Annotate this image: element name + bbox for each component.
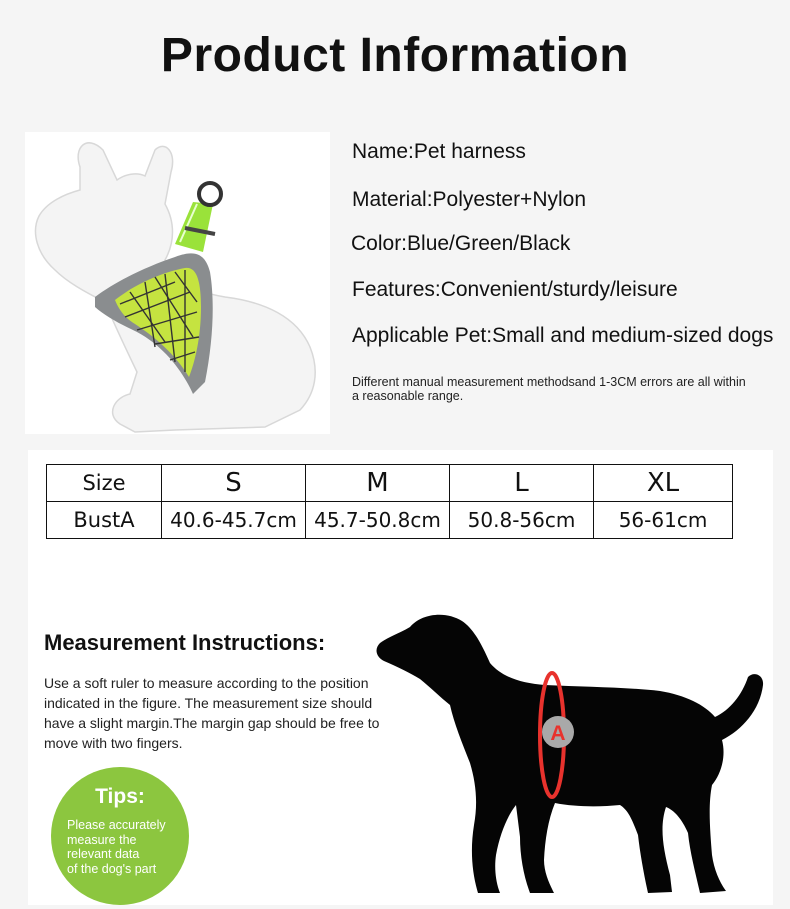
size-header-xl: XL	[594, 465, 733, 502]
info-color: Color:Blue/Green/Black	[351, 232, 571, 255]
dog-silhouette	[377, 615, 764, 893]
tips-line: of the dog's part	[67, 861, 157, 876]
tips-text	[67, 818, 187, 876]
tips-badge	[51, 767, 189, 905]
size-header-label: Size	[47, 465, 162, 502]
bust-xl-value: 56-61cm	[594, 502, 733, 539]
tips-title: Tips:	[95, 785, 145, 808]
info-features: Features:Convenient/sturdy/leisure	[352, 278, 678, 301]
dog-silhouette-figure	[370, 605, 775, 900]
size-header-l: L	[450, 465, 594, 502]
measurement-instructions: Use a soft ruler to measure according to the position indicated in the figure. The measurement size should have a slight margin.The margin gap should be free to move with two fingers.	[44, 675, 380, 751]
page-title: Product Information	[160, 29, 630, 82]
size-table	[46, 464, 733, 539]
measurement-heading: Measurement Instructions:	[44, 630, 326, 655]
info-applicable-pet: Applicable Pet:Small and medium-sized dogs	[352, 324, 774, 347]
tips-line: measure the	[67, 832, 137, 847]
bust-l-value: 50.8-56cm	[450, 502, 594, 539]
product-photo	[25, 132, 330, 434]
size-header-m: M	[306, 465, 450, 502]
size-header-row	[47, 465, 733, 502]
measurement-error-note: Different manual measurement methodsand 1-3CM errors are all within a reasonable range.	[352, 375, 746, 403]
info-material: Material:Polyester+Nylon	[352, 188, 587, 211]
info-name: Name:Pet harness	[352, 140, 526, 163]
measurement-point-label: A	[550, 722, 566, 745]
bust-s-value: 40.6-45.7cm	[162, 502, 306, 539]
bust-m-value: 45.7-50.8cm	[306, 502, 450, 539]
tips-line: relevant data	[67, 847, 140, 861]
tips-line: Please accurately	[67, 818, 166, 832]
size-bust-row	[47, 502, 733, 539]
bust-label: BustA	[47, 502, 162, 539]
size-header-s: S	[162, 465, 306, 502]
